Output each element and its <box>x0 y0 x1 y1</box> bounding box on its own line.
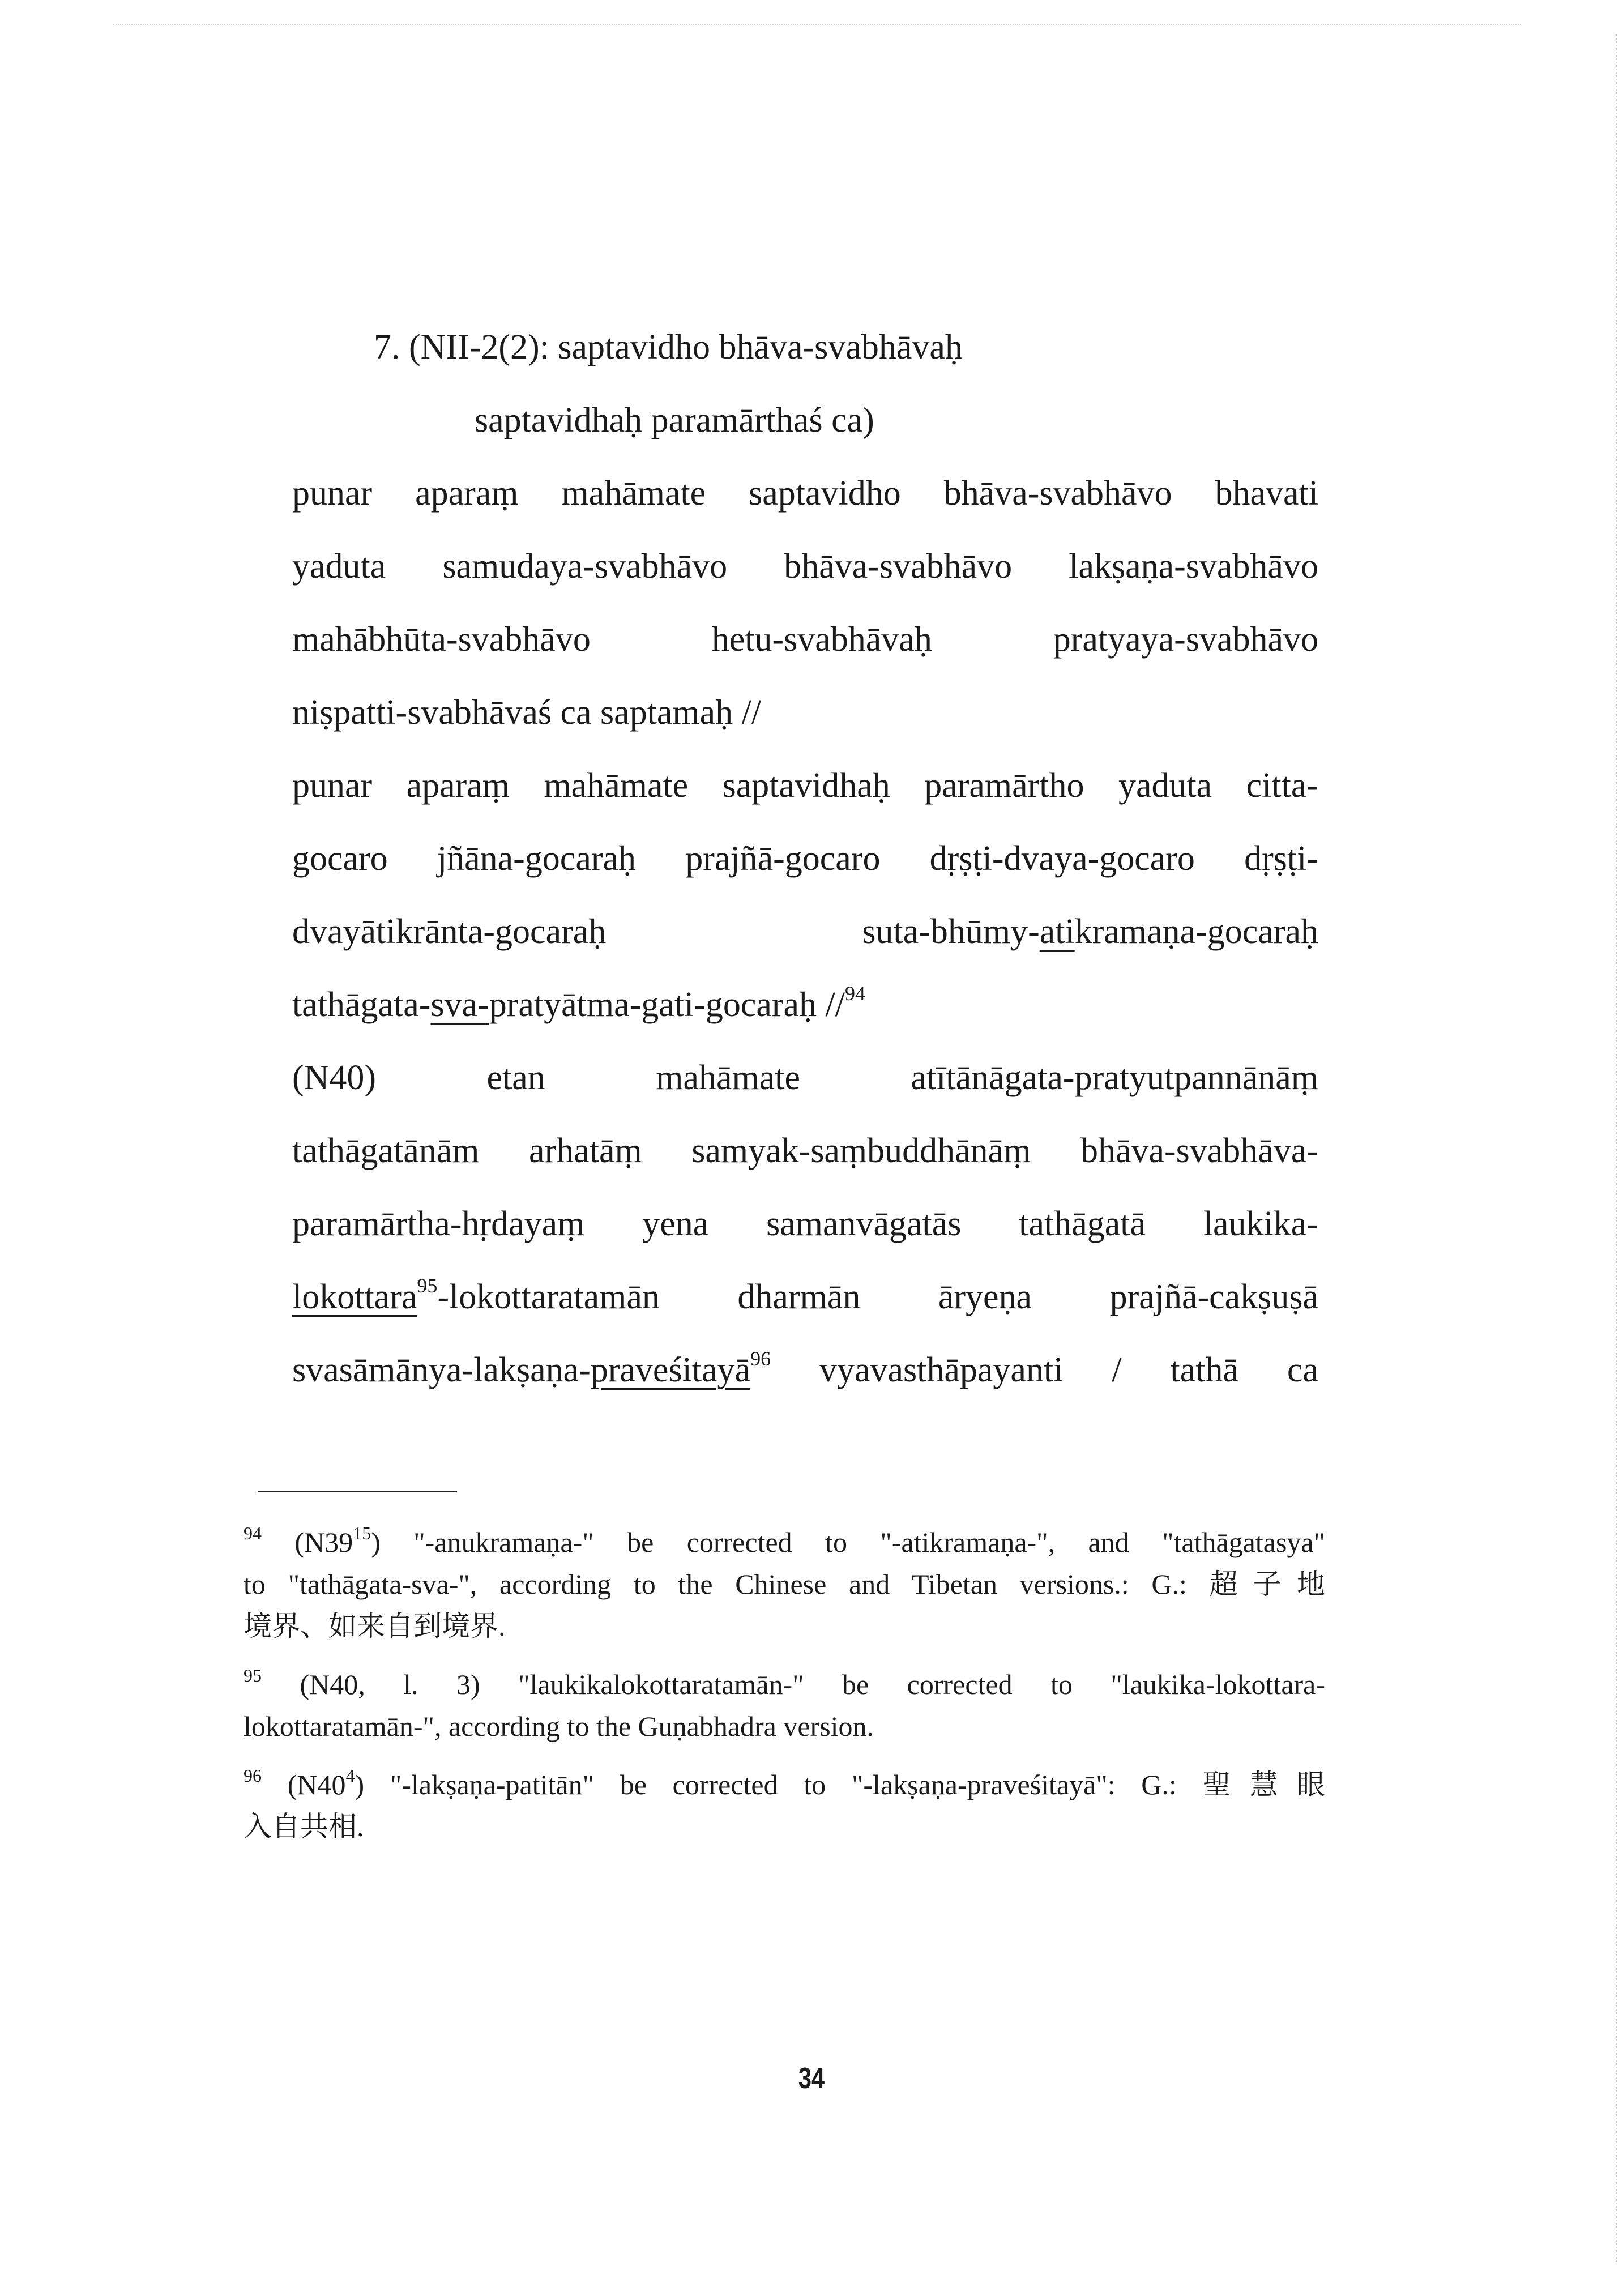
scan-artifact-top <box>113 24 1521 26</box>
body-line: gocaro jñāna-gocaraḥ prajñā-gocaro dṛṣṭi-dvaya-gocaro dṛṣṭi- <box>292 839 1318 878</box>
body-line: yaduta samudaya-svabhāvo bhāva-svabhāvo lakṣaṇa-svabhāvo <box>292 547 1318 586</box>
section-heading-line2: saptavidhaḥ paramārthaś ca) <box>475 401 874 439</box>
footnote-95-cont: lokottaratamān-", according to the Guṇabhadra version. <box>244 1710 874 1742</box>
footnote-94: $^{94}$ $(N39^{15})$ "-anukramaṇa-" be corrected to "-atikramaṇa-", and "tathāgatasya" <box>244 1523 1326 1558</box>
underlined-correction: praveśitayā <box>590 1351 751 1389</box>
scan-artifact-right <box>1614 34 1617 2262</box>
footnote-separator <box>258 1491 457 1492</box>
underlined-correction: lokottara <box>292 1278 417 1316</box>
body-line: mahābhūta-svabhāvo hetu-svabhāvaḥ pratyaya-svabhāvo <box>292 620 1318 659</box>
footnote-ref: 96 <box>750 1347 771 1371</box>
body-line: punar aparaṃ mahāmate saptavidho bhāva-svabhāvo bhavati <box>292 474 1318 513</box>
body-line: paramārtha-hṛdayaṃ yena samanvāgatās tathāgatā laukika- <box>292 1205 1318 1243</box>
footnote-96: $^{96}$ $(N40^4)$ "-lakṣaṇa-patitān" be corrected to "-lakṣaṇa-praveśitayā": G.: 聖慧眼 <box>244 1765 1325 1800</box>
footnote-ref: 95 <box>417 1274 438 1298</box>
footnote-96-cont: 入自共相. <box>244 1811 364 1842</box>
footnote-94-cont: to "tathāgata-sva-", according to the Chinese and Tibetan versions.: G.: 超子地 <box>244 1568 1325 1600</box>
body-line: lokottara$^{95}$-lokottaratamān dharmān āryeṇa prajñā-cakṣuṣā <box>292 1274 1318 1316</box>
footnote-95: $^{95}$ (N40, l. 3) "laukikalokottaratamān-" be corrected to "laukika-lokottara- <box>244 1665 1326 1700</box>
body-line: tathāgatānām arhatāṃ samyak-saṃbuddhānāṃ bhāva-svabhāva- <box>292 1132 1318 1170</box>
underlined-correction: sva- <box>430 985 489 1024</box>
footnote-94-cont: 境界、如来自到境界. <box>244 1610 506 1642</box>
body-line: tathāgata-sva-pratyātma-gati-gocaraḥ //$^{94}$ <box>292 982 865 1024</box>
body-line: dvayātikrānta-gocaraḥ suta-bhūmy-atikramaṇa-gocaraḥ <box>292 912 1318 951</box>
footnote-ref: 94 <box>845 982 865 1005</box>
body-line: (N40) etan mahāmate atītānāgata-pratyutpannānāṃ <box>292 1059 1318 1097</box>
underlined-correction: ati <box>1039 912 1075 951</box>
body-line: niṣpatti-svabhāvaś ca saptamaḥ // <box>292 693 762 732</box>
page-number: 34 <box>798 2062 825 2095</box>
section-heading-line1: 7. (NII-2(2): saptavidho bhāva-svabhāvaḥ <box>374 328 963 366</box>
body-line: svasāmānya-lakṣaṇa-praveśitayā$^{96}$ vyavasthāpayanti / tathā ca <box>292 1347 1318 1389</box>
body-line: punar aparaṃ mahāmate saptavidhaḥ paramārtho yaduta citta- <box>292 766 1318 805</box>
